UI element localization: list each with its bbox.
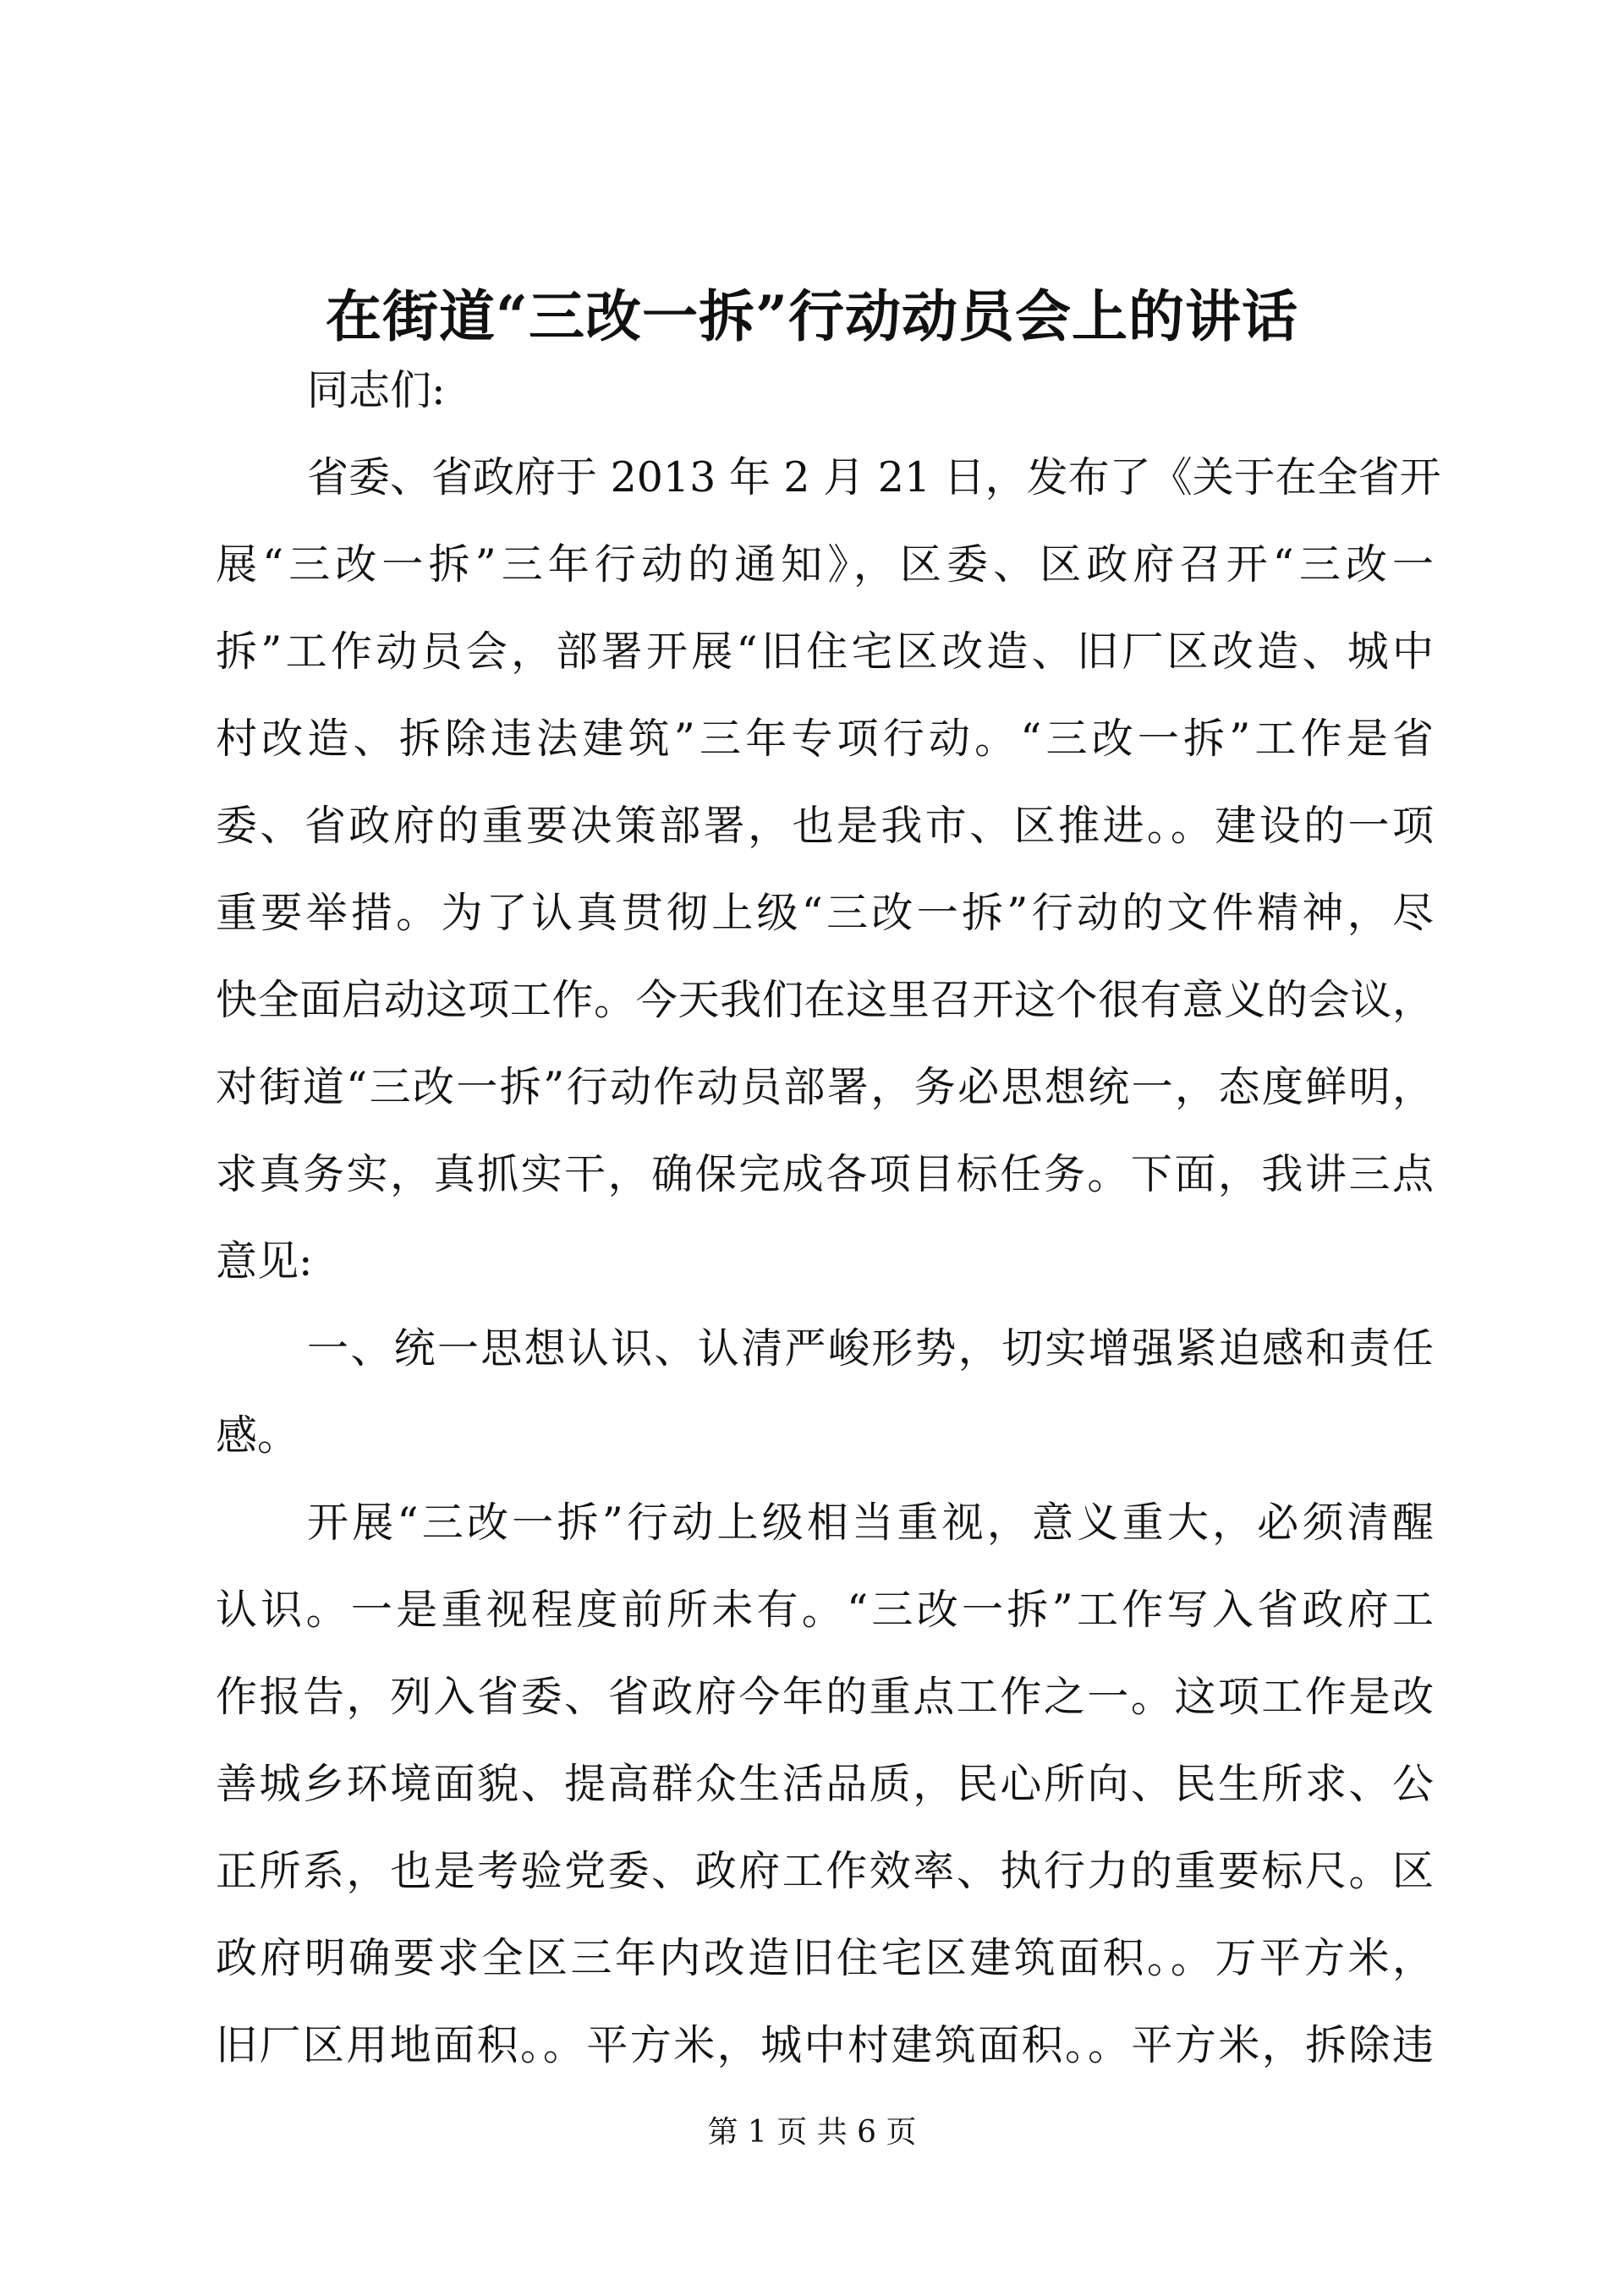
paragraph-line: 省委、省政府于 2013 年 2 月 21 日，发布了《关于在全省开 — [307, 453, 1441, 501]
document-body — [216, 347, 1441, 2089]
paragraph-line: 意见: — [216, 1237, 313, 1285]
paragraph-line: 对街道“三改一拆”行动作动员部署，务必思想统一，态度鲜明， — [216, 1063, 1434, 1111]
paragraph-line: 拆”工作动员会，部署开展“旧住宅区改造、旧厂区改造、城中 — [216, 627, 1434, 676]
paragraph-line: 旧厂区用地面积。。平方米，城中村建筑面积。。平方米，拆除违 — [216, 2021, 1434, 2069]
paragraph-line: 委、省政府的重要决策部署，也是我市、区推进。。建设的一项 — [216, 802, 1434, 850]
document-title: 在街道“三改一拆”行动动员会上的讲话 — [326, 283, 1298, 349]
paragraph-line: 作报告，列入省委、省政府今年的重点工作之一。这项工作是改 — [216, 1673, 1434, 1721]
page-number-footer: 第 1 页 共 6 页 — [707, 2115, 917, 2150]
paragraph-line: 认识。一是重视程度前所未有。“三改一拆”工作写入省政府工 — [216, 1586, 1434, 1634]
paragraph-line: 政府明确要求全区三年内改造旧住宅区建筑面积。。万平方米， — [216, 1934, 1434, 1982]
paragraph-line: 村改造、拆除违法建筑”三年专项行动。“三改一拆”工作是省 — [216, 715, 1434, 763]
paragraph-line: 重要举措。为了认真贯彻上级“三改一拆”行动的文件精神，尽 — [216, 889, 1434, 937]
section-heading-line: 感。 — [216, 1411, 299, 1460]
section-heading-line: 一、统一思想认识、认清严峻形势，切实增强紧迫感和责任 — [307, 1324, 1434, 1373]
paragraph-line: 展“三改一拆”三年行动的通知》，区委、区政府召开“三改一 — [216, 540, 1434, 589]
paragraph-line: 开展“三改一拆”行动上级相当重视，意义重大，必须清醒 — [307, 1499, 1434, 1547]
paragraph-line: 求真务实，真抓实干，确保完成各项目标任务。下面，我讲三点 — [216, 1150, 1434, 1198]
paragraph-line: 善城乡环境面貌、提高群众生活品质，民心所向、民生所求、公 — [216, 1760, 1434, 1808]
salutation-line: 同志们: — [307, 366, 446, 414]
paragraph-line: 快全面启动这项工作。今天我们在这里召开这个很有意义的会议， — [216, 976, 1434, 1024]
paragraph-line: 正所系，也是考验党委、政府工作效率、执行力的重要标尺。区 — [216, 1847, 1434, 1895]
